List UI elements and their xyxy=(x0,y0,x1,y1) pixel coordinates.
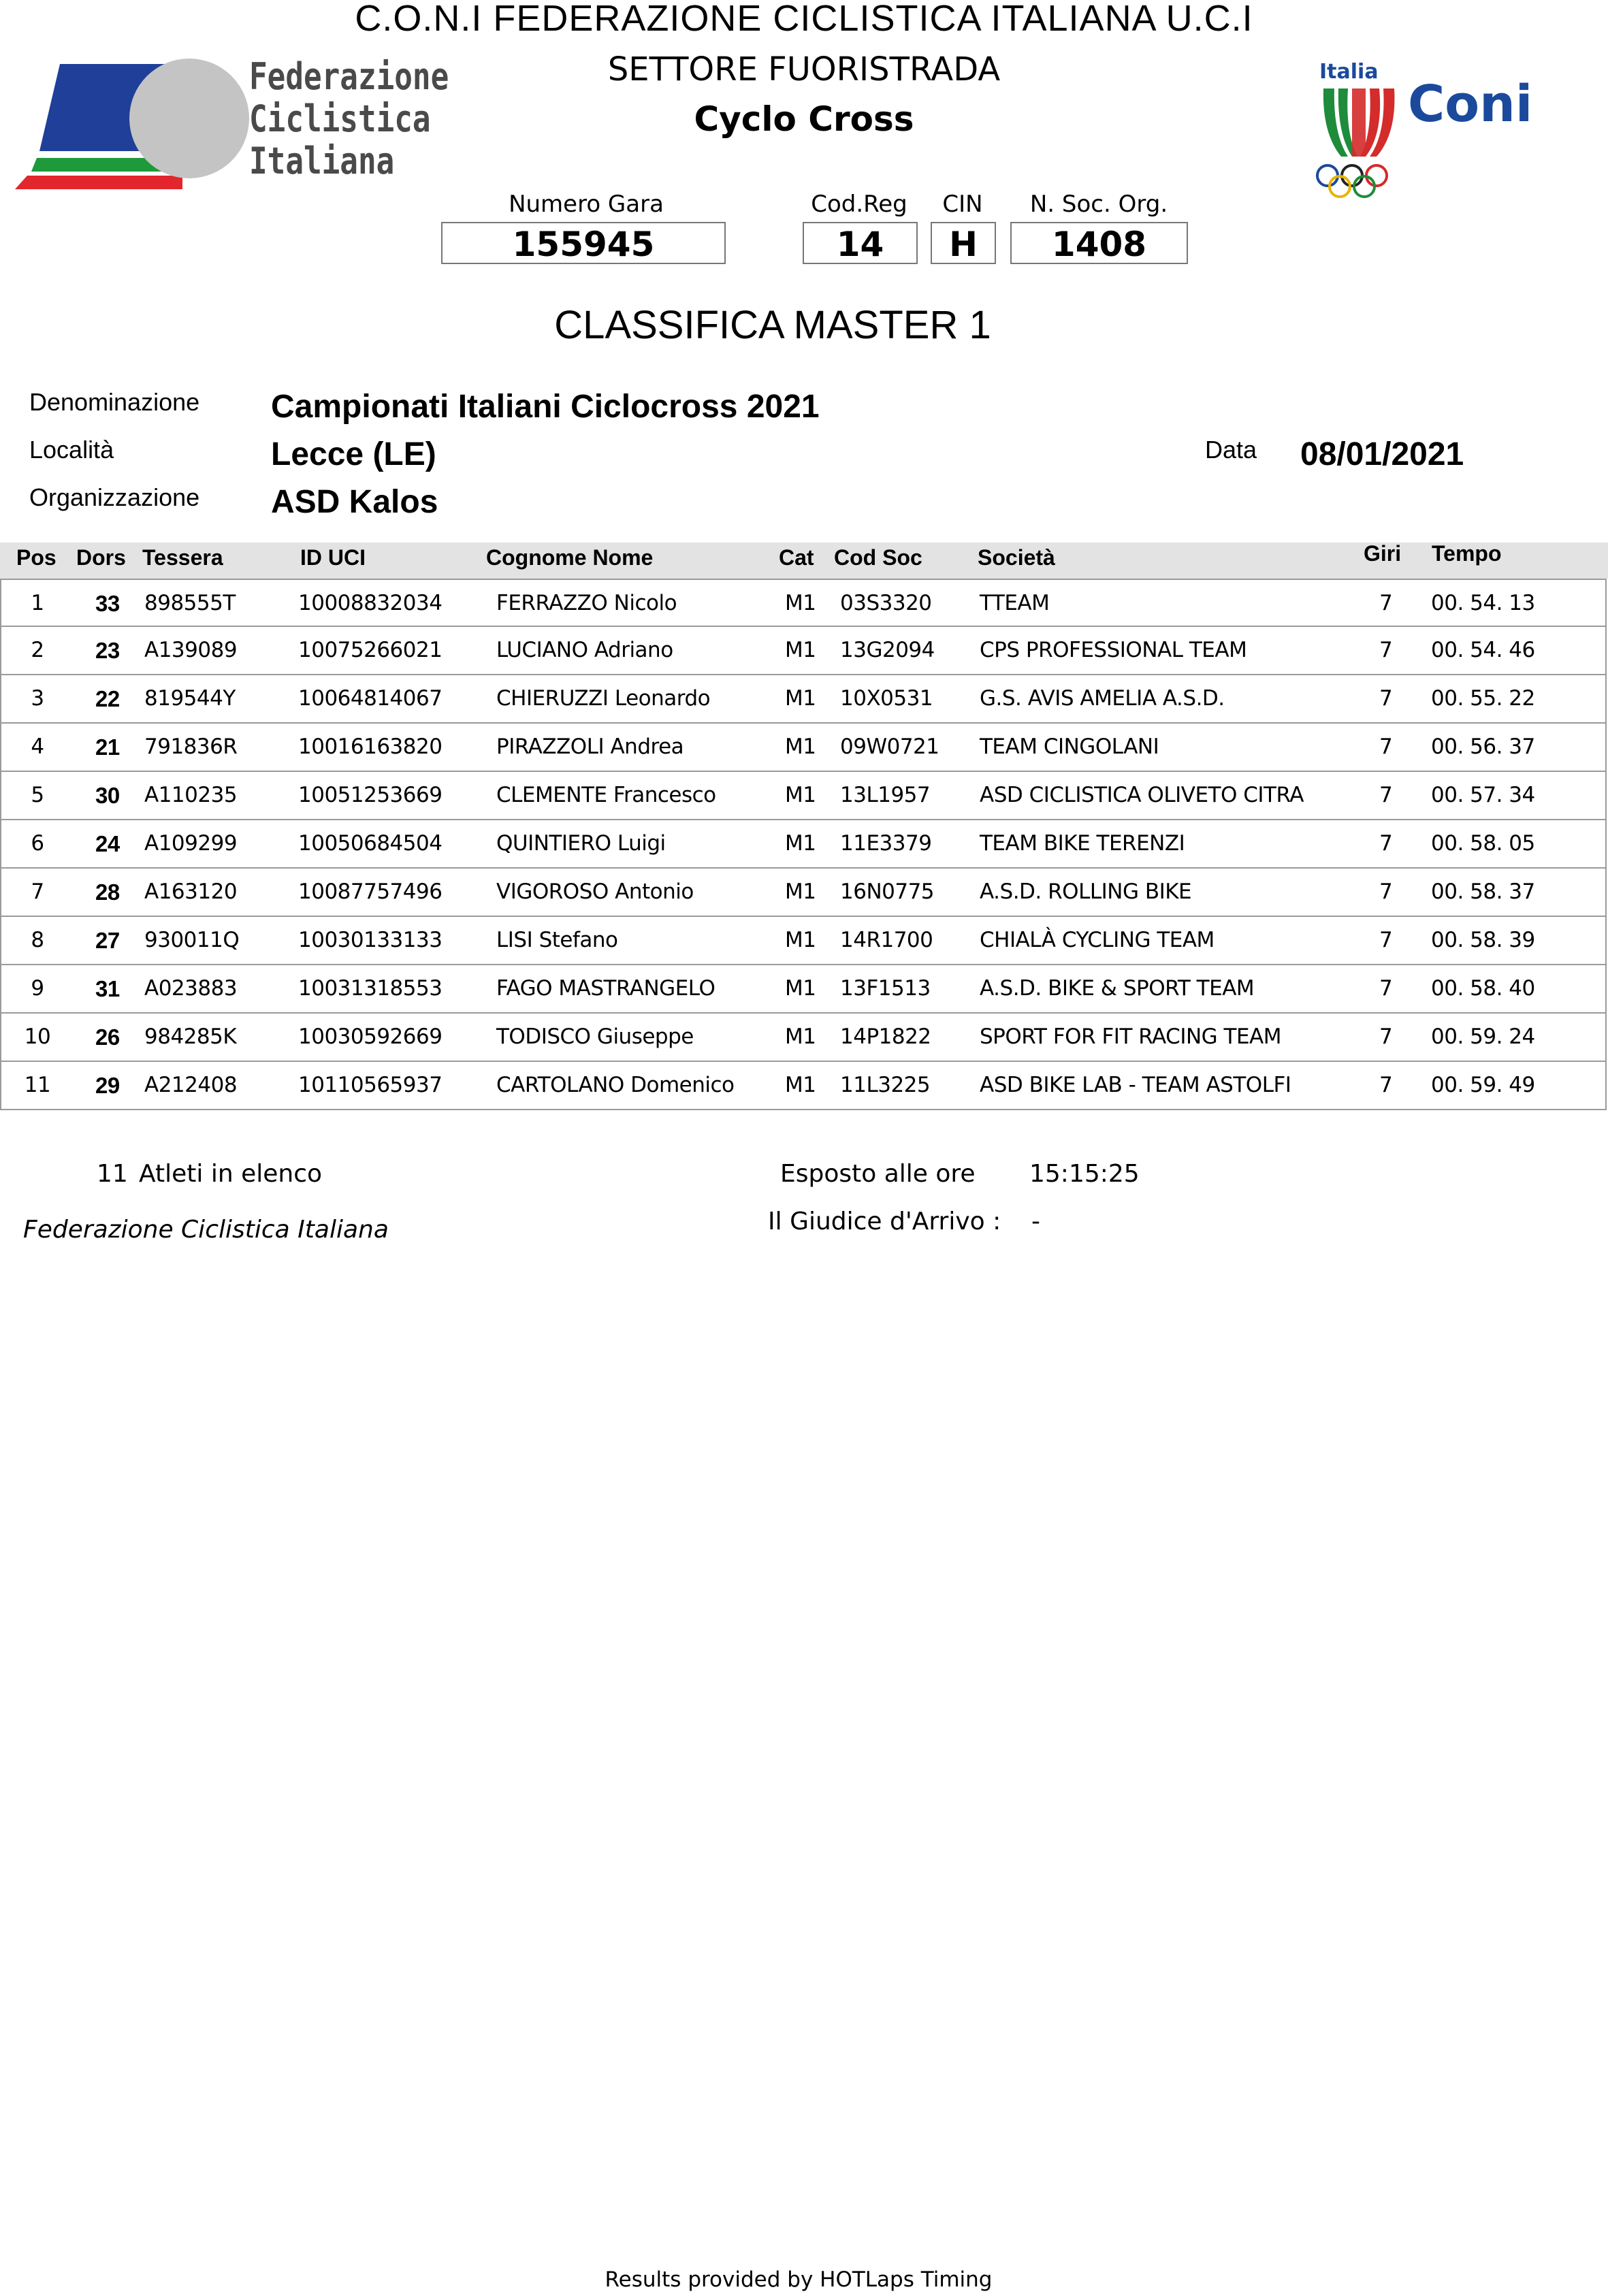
cell-id-uci: 10030133133 xyxy=(298,928,443,952)
table-row xyxy=(1,1062,1605,1110)
cell-time: 00. 56. 37 xyxy=(1431,734,1535,759)
cell-id-uci: 10051253669 xyxy=(298,783,443,807)
cell-id-uci: 10008832034 xyxy=(298,591,443,615)
cin-value: H xyxy=(931,222,996,264)
n-soc-org-value: 1408 xyxy=(1010,222,1188,264)
cell-athlete-name: FERRAZZO Nicolo xyxy=(496,591,677,615)
cell-laps: 7 xyxy=(1379,831,1393,856)
settore-title: SETTORE FUORISTRADA xyxy=(607,50,1001,88)
cell-bib-number: 31 xyxy=(95,976,120,1001)
col-header-id-uci: ID UCI xyxy=(300,545,366,570)
cell-position: 11 xyxy=(24,1073,51,1097)
cell-time: 00. 58. 40 xyxy=(1431,976,1535,1001)
organizzazione-value: ASD Kalos xyxy=(271,484,438,520)
cell-laps: 7 xyxy=(1379,976,1393,1001)
cell-bib-number: 22 xyxy=(95,686,120,711)
cell-id-uci: 10031318553 xyxy=(298,976,443,1001)
cell-position: 2 xyxy=(31,638,44,662)
col-header-giri: Giri xyxy=(1364,541,1402,566)
cell-team: G.S. AVIS AMELIA A.S.D. xyxy=(980,686,1225,711)
cell-athlete-name: FAGO MASTRANGELO xyxy=(496,976,715,1001)
cell-laps: 7 xyxy=(1379,879,1393,904)
cell-tessera: A109299 xyxy=(144,831,238,856)
table-row xyxy=(1,579,1605,627)
athletes-count: 11 xyxy=(97,1160,128,1188)
cell-time: 00. 59. 49 xyxy=(1431,1073,1535,1097)
cell-cod-soc: 13F1513 xyxy=(840,976,931,1001)
cell-laps: 7 xyxy=(1379,638,1393,662)
table-row xyxy=(1,820,1605,869)
cell-cod-soc: 14P1822 xyxy=(840,1024,931,1049)
cell-laps: 7 xyxy=(1379,928,1393,952)
cell-id-uci: 10064814067 xyxy=(298,686,443,711)
fci-logo xyxy=(12,55,449,192)
cell-team: SPORT FOR FIT RACING TEAM xyxy=(980,1024,1282,1049)
data-label: Data xyxy=(1205,436,1257,464)
cell-bib-number: 23 xyxy=(95,638,120,663)
fci-logo-line-3: Italiana xyxy=(249,140,395,182)
esposto-time: 15:15:25 xyxy=(1029,1160,1140,1188)
col-header-tempo: Tempo xyxy=(1432,541,1502,566)
cell-athlete-name: CLEMENTE Francesco xyxy=(496,783,716,807)
cell-laps: 7 xyxy=(1379,783,1393,807)
cell-category: M1 xyxy=(785,591,816,615)
col-header-cognome-nome: Cognome Nome xyxy=(486,545,654,570)
cod-reg-label: Cod.Reg xyxy=(811,191,907,218)
cell-bib-number: 24 xyxy=(95,831,120,856)
cell-laps: 7 xyxy=(1379,1024,1393,1049)
cell-athlete-name: LUCIANO Adriano xyxy=(496,638,673,662)
table-row xyxy=(1,869,1605,917)
cell-team: ASD CICLISTICA OLIVETO CITRA xyxy=(980,783,1304,807)
cell-category: M1 xyxy=(785,734,816,759)
cell-position: 8 xyxy=(31,928,44,952)
col-header-societa: Società xyxy=(978,545,1055,570)
cell-id-uci: 10050684504 xyxy=(298,831,443,856)
cell-bib-number: 21 xyxy=(95,734,120,760)
table-row xyxy=(1,917,1605,965)
cell-athlete-name: TODISCO Giuseppe xyxy=(496,1024,694,1049)
cell-cod-soc: 10X0531 xyxy=(840,686,933,711)
cell-laps: 7 xyxy=(1379,734,1393,759)
cell-team: CHIALÀ CYCLING TEAM xyxy=(980,928,1215,952)
cell-category: M1 xyxy=(785,879,816,904)
localita-label: Località xyxy=(29,436,114,464)
classifica-title: CLASSIFICA MASTER 1 xyxy=(554,303,991,347)
n-soc-org-label: N. Soc. Org. xyxy=(1029,191,1168,218)
cell-cod-soc: 03S3320 xyxy=(840,591,932,615)
cell-team: TEAM CINGOLANI xyxy=(980,734,1159,759)
cin-label: CIN xyxy=(942,191,983,218)
cell-category: M1 xyxy=(785,928,816,952)
cell-position: 6 xyxy=(31,831,44,856)
cell-category: M1 xyxy=(785,686,816,711)
table-row xyxy=(1,724,1605,772)
cell-time: 00. 58. 05 xyxy=(1431,831,1535,856)
cell-tessera: A110235 xyxy=(144,783,238,807)
cell-tessera: A023883 xyxy=(144,976,238,1001)
cell-category: M1 xyxy=(785,783,816,807)
col-header-pos: Pos xyxy=(16,545,57,570)
cell-laps: 7 xyxy=(1379,1073,1393,1097)
numero-gara-label: Numero Gara xyxy=(509,191,664,218)
cell-athlete-name: CARTOLANO Domenico xyxy=(496,1073,735,1097)
cell-bib-number: 27 xyxy=(95,928,120,953)
cell-team: ASD BIKE LAB - TEAM ASTOLFI xyxy=(980,1073,1291,1097)
cell-id-uci: 10087757496 xyxy=(298,879,443,904)
table-row xyxy=(1,772,1605,820)
cell-cod-soc: 09W0721 xyxy=(840,734,939,759)
cell-cod-soc: 16N0775 xyxy=(840,879,935,904)
cell-position: 4 xyxy=(31,734,44,759)
cell-bib-number: 30 xyxy=(95,783,120,808)
cell-time: 00. 54. 13 xyxy=(1431,591,1535,615)
cell-athlete-name: QUINTIERO Luigi xyxy=(496,831,666,856)
cell-laps: 7 xyxy=(1379,591,1393,615)
cell-team: TTEAM xyxy=(980,591,1050,615)
table-row xyxy=(1,627,1605,675)
cell-cod-soc: 11E3379 xyxy=(840,831,932,856)
cell-team: CPS PROFESSIONAL TEAM xyxy=(980,638,1247,662)
cell-time: 00. 59. 24 xyxy=(1431,1024,1535,1049)
page-header-title: C.O.N.I FEDERAZIONE CICLISTICA ITALIANA U.C.I xyxy=(355,0,1253,39)
denominazione-value: Campionati Italiani Ciclocross 2021 xyxy=(271,389,820,425)
cell-category: M1 xyxy=(785,638,816,662)
coni-logo-italia: Italia xyxy=(1319,60,1379,84)
cell-id-uci: 10110565937 xyxy=(298,1073,443,1097)
cell-bib-number: 33 xyxy=(95,591,120,616)
cell-category: M1 xyxy=(785,831,816,856)
giudice-value: - xyxy=(1031,1208,1040,1235)
col-header-dors: Dors xyxy=(76,545,126,570)
organizzazione-label: Organizzazione xyxy=(29,483,200,511)
cell-time: 00. 58. 37 xyxy=(1431,879,1535,904)
col-header-tessera: Tessera xyxy=(142,545,223,570)
cell-laps: 7 xyxy=(1379,686,1393,711)
cell-tessera: 984285K xyxy=(144,1024,237,1049)
cell-team: TEAM BIKE TERENZI xyxy=(980,831,1185,856)
cell-position: 3 xyxy=(31,686,44,711)
numero-gara-value: 155945 xyxy=(441,222,726,264)
cell-team: A.S.D. BIKE & SPORT TEAM xyxy=(980,976,1255,1001)
cell-tessera: 898555T xyxy=(144,591,236,615)
cell-position: 7 xyxy=(31,879,44,904)
cell-category: M1 xyxy=(785,1024,816,1049)
cell-category: M1 xyxy=(785,1073,816,1097)
cell-id-uci: 10075266021 xyxy=(298,638,443,662)
cell-position: 5 xyxy=(31,783,44,807)
fci-logo-mark-icon xyxy=(12,56,257,192)
cell-tessera: A139089 xyxy=(144,638,238,662)
cell-bib-number: 29 xyxy=(95,1073,120,1098)
cell-position: 1 xyxy=(31,591,44,615)
fci-logo-line-2: Ciclistica xyxy=(249,97,431,140)
cell-id-uci: 10016163820 xyxy=(298,734,443,759)
cell-bib-number: 26 xyxy=(95,1024,120,1050)
col-header-cat: Cat xyxy=(779,545,814,570)
cell-position: 9 xyxy=(31,976,44,1001)
cell-athlete-name: CHIERUZZI Leonardo xyxy=(496,686,711,711)
fci-logo-line-1: Federazione xyxy=(249,55,449,98)
cell-id-uci: 10030592669 xyxy=(298,1024,443,1049)
olympic-rings-icon xyxy=(1314,162,1402,203)
cell-time: 00. 55. 22 xyxy=(1431,686,1535,711)
cell-cod-soc: 11L3225 xyxy=(840,1073,931,1097)
cell-tessera: 819544Y xyxy=(144,686,236,711)
federazione-footer: Federazione Ciclistica Italiana xyxy=(23,1216,389,1244)
data-value: 08/01/2021 xyxy=(1300,436,1464,472)
cell-cod-soc: 14R1700 xyxy=(840,928,933,952)
cell-tessera: A163120 xyxy=(144,879,238,904)
localita-value: Lecce (LE) xyxy=(271,436,436,472)
cell-time: 00. 54. 46 xyxy=(1431,638,1535,662)
cell-tessera: A212408 xyxy=(144,1073,238,1097)
col-header-cod-soc: Cod Soc xyxy=(834,545,922,570)
cell-position: 10 xyxy=(24,1024,51,1049)
table-row xyxy=(1,675,1605,724)
giudice-label: Il Giudice d'Arrivo : xyxy=(768,1208,1001,1235)
coni-logo xyxy=(1314,60,1539,203)
cell-category: M1 xyxy=(785,976,816,1001)
cell-time: 00. 58. 39 xyxy=(1431,928,1535,952)
cell-athlete-name: LISI Stefano xyxy=(496,928,618,952)
results-credits: Results provided by HOTLaps Timing xyxy=(605,2267,993,2292)
cell-time: 00. 57. 34 xyxy=(1431,783,1535,807)
athletes-count-label: Atleti in elenco xyxy=(139,1160,323,1188)
cell-athlete-name: PIRAZZOLI Andrea xyxy=(496,734,684,759)
denominazione-label: Denominazione xyxy=(29,388,200,416)
coni-logo-name: Coni xyxy=(1408,75,1533,133)
coni-flag-icon xyxy=(1318,86,1400,161)
table-row xyxy=(1,965,1605,1014)
disciplina-title: Cyclo Cross xyxy=(694,99,914,139)
table-row xyxy=(1,1014,1605,1062)
cell-cod-soc: 13L1957 xyxy=(840,783,931,807)
cell-tessera: 791836R xyxy=(144,734,238,759)
cell-cod-soc: 13G2094 xyxy=(840,638,935,662)
cell-tessera: 930011Q xyxy=(144,928,240,952)
cell-bib-number: 28 xyxy=(95,879,120,905)
cell-team: A.S.D. ROLLING BIKE xyxy=(980,879,1192,904)
results-table xyxy=(0,579,1607,1110)
cell-athlete-name: VIGOROSO Antonio xyxy=(496,879,694,904)
esposto-label: Esposto alle ore xyxy=(780,1160,976,1188)
cod-reg-value: 14 xyxy=(803,222,918,264)
